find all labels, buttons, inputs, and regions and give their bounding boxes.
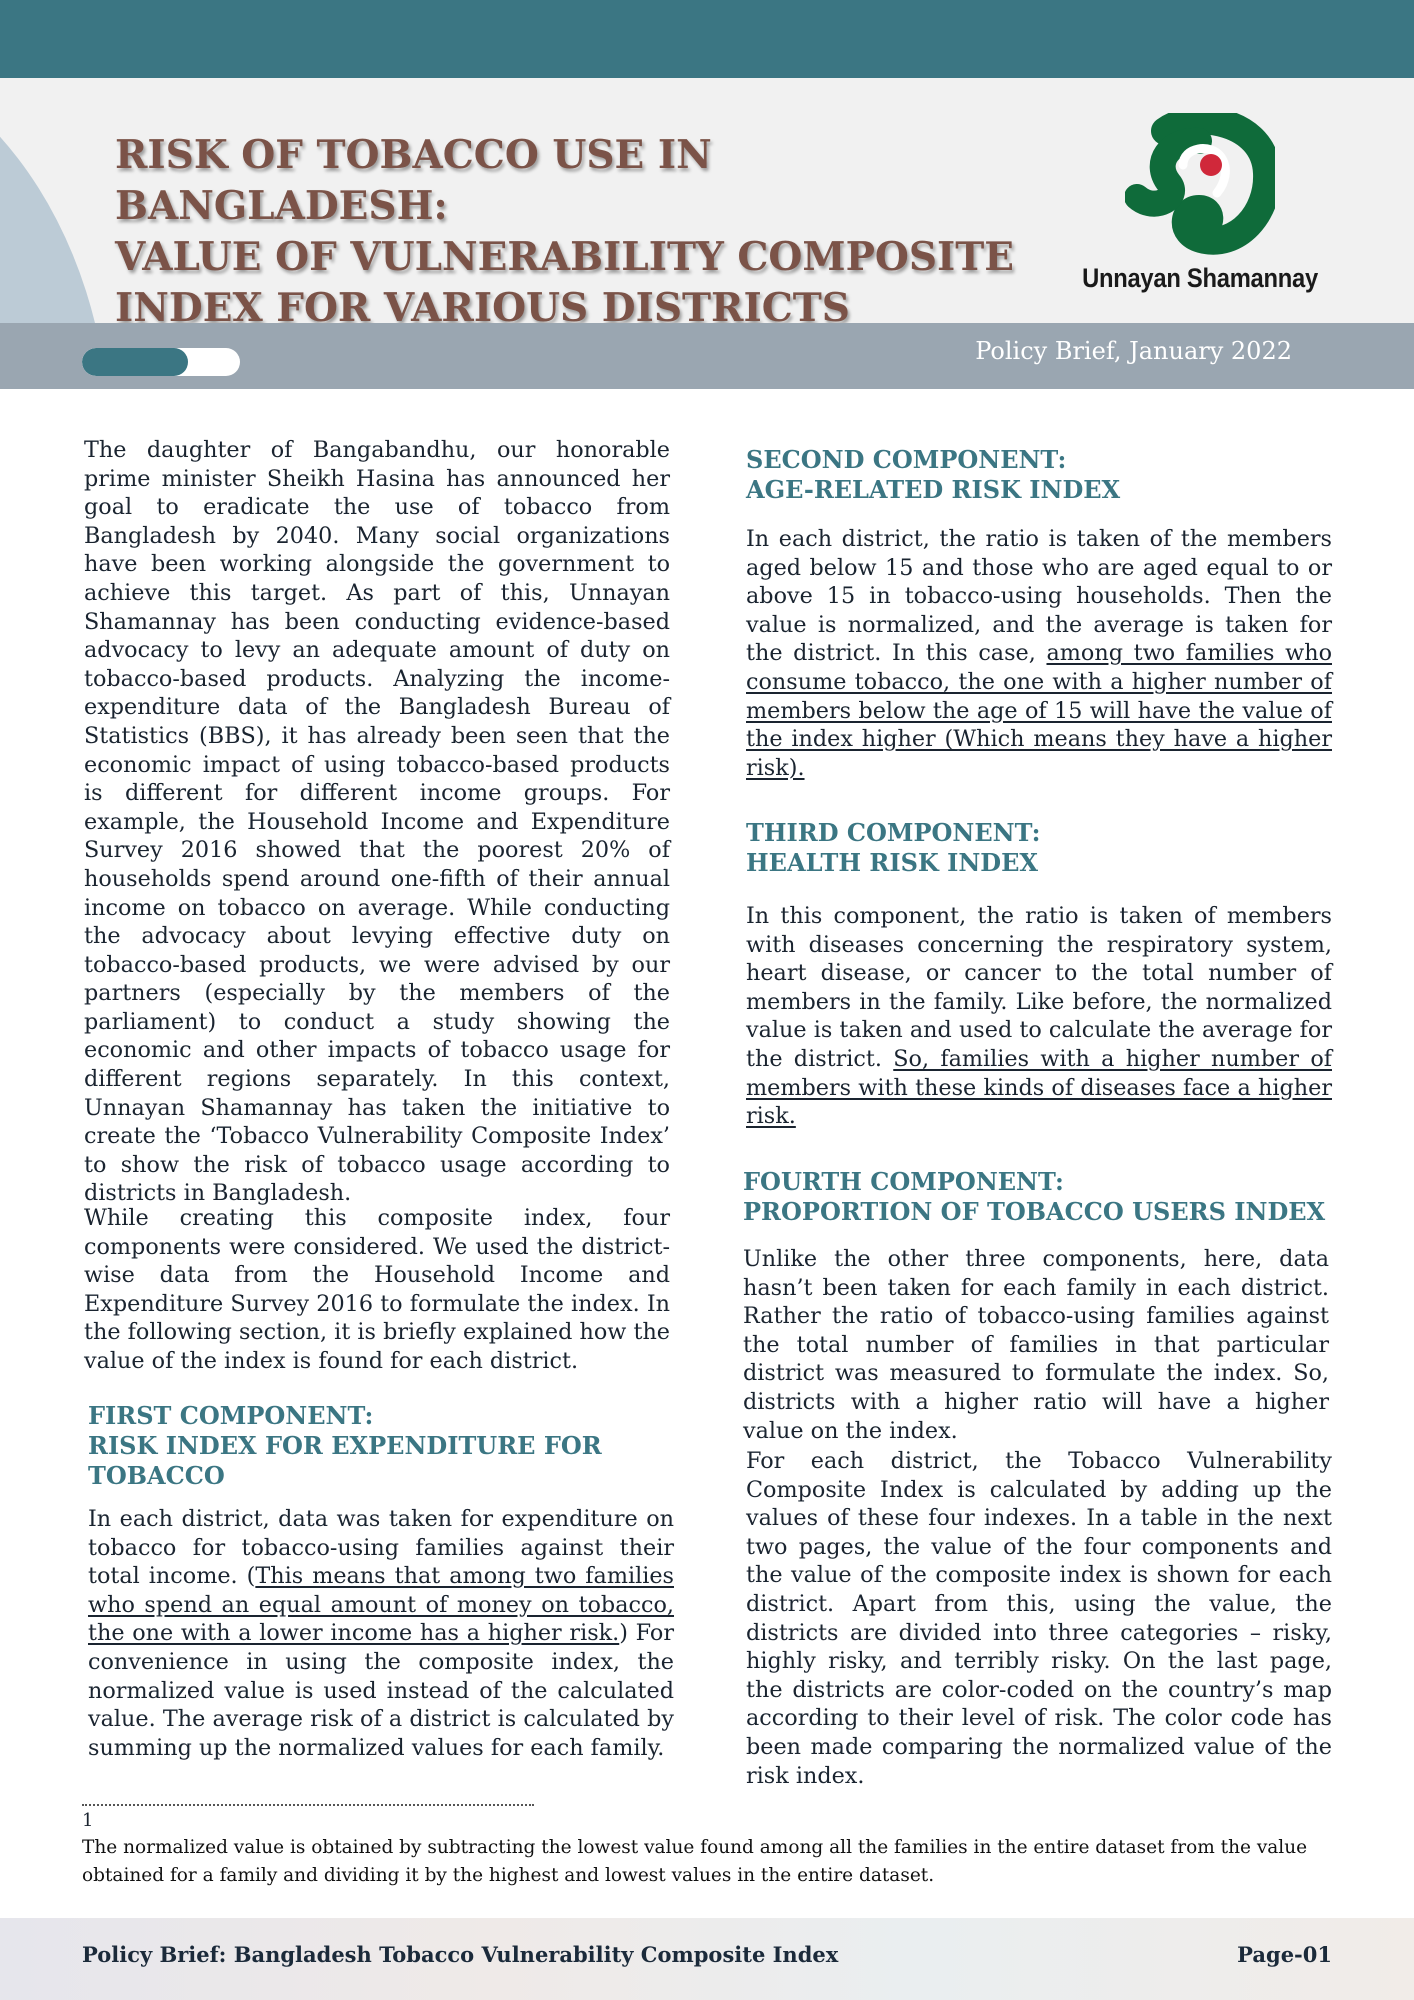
page-number: Page-01	[1237, 1942, 1332, 1967]
text-run: In each district, the ratio is taken of the members aged below 15 and those who are aged equal to or above 15 in tobacco-using households. Then the value is normalized, and the average is taken for the district. In this case,	[746, 526, 1332, 667]
heading-line: FOURTH COMPONENT:	[743, 1167, 1064, 1196]
text-run: In each district, data was taken for expenditure on tobacco for tobacco-using families against their total income. (	[88, 1506, 674, 1590]
first-component-heading	[88, 1401, 688, 1491]
text-run: In this component, the ratio is taken of members with diseases concerning the respiratory system, heart disease, or cancer to the total number of members in the family. Like before, the normalized value is taken and used to calculate the average for the district.	[746, 903, 1332, 1072]
unnayan-shamannay-logo-icon	[1125, 113, 1275, 258]
decorative-curve	[0, 78, 110, 323]
underlined-text: among two families who consume tobacco, the one with a higher number of members below the age of 15 will have the value of the index higher (Which means they have a higher risk).	[746, 640, 1332, 781]
footnote-text: The normalized value is obtained by subtracting the lowest value found among all the families in the entire dataset from the value obtained for a family and dividing it by the highest and lowest values in the entire dataset.	[82, 1837, 1308, 1886]
header-band	[0, 78, 1414, 323]
title-line: INDEX FOR VARIOUS DISTRICTS	[115, 285, 850, 323]
progress-pill	[82, 348, 240, 376]
footnote-divider	[82, 1804, 534, 1806]
fourth-component-text: Unlike the other three components, here, data hasn’t been taken for each family in each district. Rather the ratio of tobacco-using families against the total number of families in that particular district was measured to formulate the index. So, districts with a higher ratio will have a higher value on the index.	[743, 1246, 1329, 1444]
text-run: ) For convenience in using the composite index, the normalized value is used instead of the calculated value. The average risk of a district is calculated by summing up the normalized values for each family.	[88, 1620, 675, 1761]
third-component-heading	[746, 818, 1346, 878]
intro-paragraph: The daughter of Bangabandhu, our honorable prime minister Sheikh Hasina has announced her goal to eradicate the use of tobacco from Bangladesh by 2040. Many social organizations have been working alongside the government to achieve this target. As part of this, Unnayan Shamannay has been conducting evidence-based advocacy to levy an adequate amount of duty on tobacco-based products. Analyzing the income-expenditure data of the Bangladesh Bureau of Statistics (BBS), it has already been seen that the economic impact of using tobacco-based products is different for different income groups. For example, the Household Income and Expenditure Survey 2016 showed that the poorest 20% of households spend around one-fifth of their annual income on tobacco on average. While conducting the advocacy about levying effective duty on tobacco-based products, we were advised by our partners (especially by the members of the parliament) to conduct a study showing the economic and other impacts of tobacco usage for different regions separately. In this context, Unnayan Shamannay has taken the initiative to create the ‘Tobacco Vulnerability Composite Index’ to show the risk of tobacco usage according to districts in Bangladesh.	[84, 437, 670, 1207]
brief-date: Policy Brief, January 2022	[975, 337, 1292, 365]
components-paragraph: While creating this composite index, four components were considered. We used the district-wise data from the Household Income and Expenditure Survey 2016 to formulate the index. In the following section, it is briefly explained how the value of the index is found for each district.	[84, 1205, 670, 1374]
second-component-text	[746, 525, 1332, 782]
page-title	[115, 130, 1015, 323]
footer-title: Policy Brief: Bangladesh Tobacco Vulnerability Composite Index	[82, 1942, 839, 1967]
sub-band	[0, 323, 1414, 389]
underlined-text: This means that among two families who spend an equal amount of money on tobacco, the one with a lower income has a higher risk.	[88, 1563, 674, 1647]
logo-text: Unnayan Shamannay	[1082, 263, 1318, 293]
heading-line: AGE-RELATED RISK INDEX	[746, 475, 1121, 504]
title-line: VALUE OF VULNERABILITY COMPOSITE	[115, 234, 1015, 280]
fourth-component-heading	[743, 1167, 1343, 1227]
heading-line: PROPORTION OF TOBACCO USERS INDEX	[743, 1197, 1326, 1226]
heading-line: HEALTH RISK INDEX	[746, 848, 1039, 877]
logo	[1060, 113, 1340, 298]
heading-line: RISK INDEX FOR EXPENDITURE FOR	[88, 1431, 602, 1460]
first-component-text	[88, 1505, 674, 1762]
heading-line: SECOND COMPONENT:	[746, 445, 1067, 474]
heading-line: THIRD COMPONENT:	[746, 818, 1041, 847]
top-bar	[0, 0, 1414, 78]
composite-index-paragraph: For each district, the Tobacco Vulnerability Composite Index is calculated by adding up the values of these four indexes. In a table in the next two pages, the value of the four components and the value of the composite index is shown for each district. Apart from this, using the value, the districts are divided into three categories – risky, highly risky, and terribly risky. On the last page, the districts are color-coded on the country’s map according to their level of risk. The color code has been made comparing the normalized value of the risk index.	[746, 1448, 1332, 1789]
title-line: RISK OF TOBACCO USE IN BANGLADESH:	[115, 132, 712, 229]
second-component-heading	[746, 445, 1346, 505]
heading-line: FIRST COMPONENT:	[88, 1401, 374, 1430]
heading-line: TOBACCO	[88, 1461, 225, 1490]
progress-pill-fill	[82, 348, 188, 376]
third-component-text	[746, 902, 1332, 1131]
footnote-number: 1	[82, 1810, 94, 1831]
underlined-text: So, families with a higher number of members with these kinds of diseases face a higher risk.	[746, 1045, 1332, 1130]
